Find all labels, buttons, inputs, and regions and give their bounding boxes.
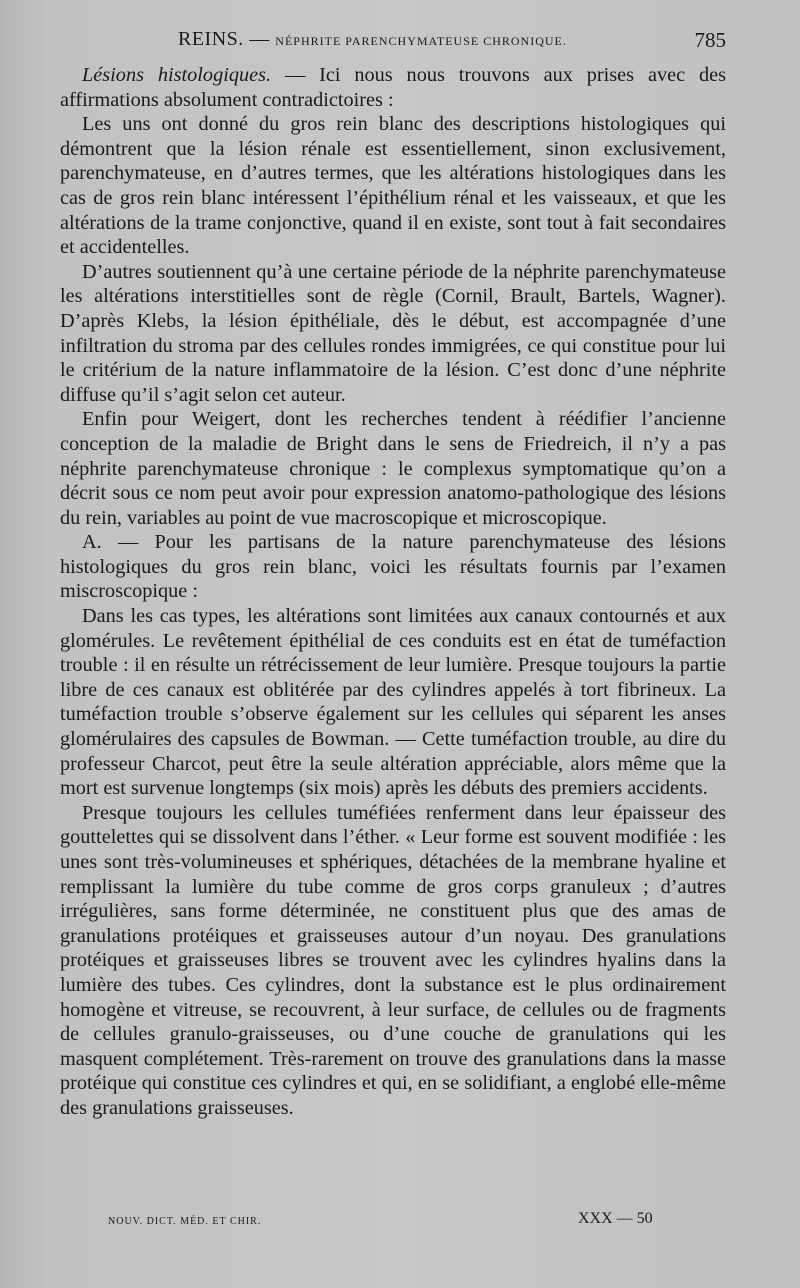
header-dash: — [249, 28, 270, 50]
header-title [178, 28, 567, 51]
paragraph-text: — Ici nous nous trouvons aux prises avec des affirmations absolument contradictoires : [60, 64, 726, 111]
paragraph: D’autres soutiennent qu’à une certaine période de la néphrite parenchymateuse les altérations interstitielles sont de règle (Cornil, Brault, Bartels, Wagner). D’après Klebs, la lésion épithéliale, dès le début, est accompagnée d’une infiltration du stroma par des cellules rondes immigrées, ce qui constitue pour lui le critérium de la nature inflammatoire de la lésion. C’est donc d’une néphrite diffuse qu’il s’agit selon cet auteur. [60, 260, 726, 406]
running-header [60, 28, 726, 58]
paragraph [60, 63, 726, 112]
paragraph: Presque toujours les cellules tuméfiées renferment dans leur épaisseur des gouttelettes qui se dissolvent dans l’éther. « Leur forme est souvent modifiée : les unes sont très-volumineuses et sphériques, détachées de la membrane hyaline et remplissant la lumière du tube comme de gros corps granuleux ; d’autres irrégulières, sans forme déterminée, ne constituent plus que des amas de granulations protéiques et graisseuses autour d’un noyau. Des granulations protéiques et graisseuses libres se trouvent avec les cylindres hyalins dans la lumière des tubes. Ces cylindres, dont la substance est le plus ordinairement homogène et vitreuse, se recouvrent, à leur surface, de cellules ou de fragments de cellules granulo-graisseuses, ou d’une couche de granulations qui les masquent complétement. Très-rarement on trouve des granulations dans la masse protéique qui constitue ces cylindres et qui, en se solidifiant, a englobé elle-même des granulations graisseuses. [60, 801, 726, 1119]
section-heading: Lésions histologiques. [82, 64, 272, 86]
paragraph: A. — Pour les partisans de la nature parenchymateuse des lésions histologiques du gros rein blanc, voici les résultats fournis par l’examen miscroscopique : [60, 531, 726, 603]
header-subtitle: NÉPHRITE PARENCHYMATEUSE CHRONIQUE. [275, 34, 567, 48]
paragraph: Dans les cas types, les altérations sont limitées aux canaux contournés et aux glomérules. Le revêtement épithélial de ces conduits est en état de tuméfaction trouble : il en résulte un rétrécissement de leur lumière. Presque toujours la partie libre de ces canaux est oblitérée par des cylindres appelés à tort fibrineux. La tuméfaction trouble s’observe également sur les cellules qui séparent les anses glomérulaires des capsules de Bowman. — Cette tuméfaction trouble, au dire du professeur Charcot, peut être la seule altération appréciable, alors même que la mort est survenue longtemps (six mois) après les débuts des premiers accidents. [60, 605, 726, 800]
paragraph: Enfin pour Weigert, dont les recherches tendent à réédifier l’ancienne conception de la maladie de Bright dans le sens de Friedreich, il n’y a pas néphrite parenchymateuse chronique : le complexus symptomatique qu’on a décrit sous ce nom peut avoir pour expression anatomo-pathologique des lésions du rein, variables au point de vue macroscopique et microscopique. [60, 408, 726, 529]
body-text [60, 63, 726, 1121]
header-section: REINS. [178, 28, 244, 50]
footer-collection: NOUV. DICT. MÉD. ET CHIR. [108, 1216, 262, 1227]
footer-signature: XXX — 50 [578, 1210, 653, 1227]
paragraph: Les uns ont donné du gros rein blanc des descriptions histologiques qui démontrent que la lésion rénale est essentiellement, sinon exclusivement, parenchymateuse, en d’autres termes, que les altérations histologiques dans les cas de gros rein blanc intéressent l’épithélium rénal et les vaisseaux, et que les altérations de la trame conjonctive, quand il en existe, sont tout à fait secondaires et accidentelles. [60, 113, 726, 259]
page-number: 785 [694, 28, 726, 52]
